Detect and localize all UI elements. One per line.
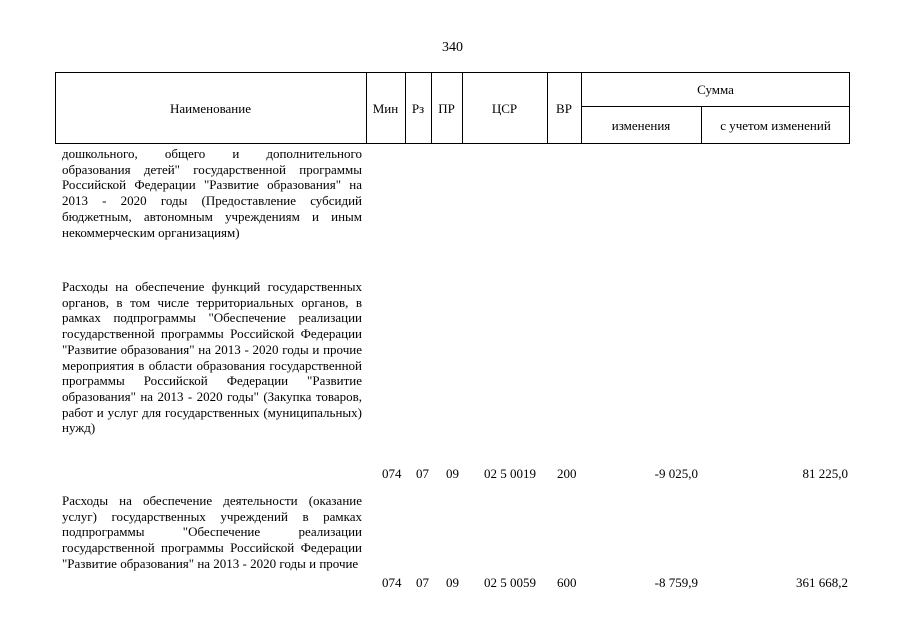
header-change: изменения xyxy=(611,117,671,133)
table-row xyxy=(62,493,362,572)
row-change: -9 025,0 xyxy=(654,466,698,481)
row-name: дошкольного, общего и дополнительного образования детей" государственной программы Российской Федерации "Развитие образования" на 2013 - 2020 годы (Предоставление субсидий бюджетным, автономным учреждениям и иным некоммерческим организациям) xyxy=(62,146,362,240)
row-vr: 600 xyxy=(557,575,577,590)
row-min: 074 xyxy=(382,575,402,590)
header-summa: Сумма xyxy=(697,81,734,97)
header-min: Мин xyxy=(372,100,399,116)
header-with-changes: с учетом изменений xyxy=(720,117,831,133)
row-with-changes: 361 668,2 xyxy=(796,575,848,590)
row-rz: 07 xyxy=(416,575,429,590)
row-change: -8 759,9 xyxy=(654,575,698,590)
row-min: 074 xyxy=(382,466,402,481)
row-vr: 200 xyxy=(557,466,577,481)
page-number: 340 xyxy=(442,40,463,55)
header-name: Наименование xyxy=(170,100,251,116)
header-csr: ЦСР xyxy=(491,100,518,116)
table-header xyxy=(55,72,850,144)
row-csr: 02 5 0019 xyxy=(484,466,536,481)
row-with-changes: 81 225,0 xyxy=(802,466,848,481)
row-pr: 09 xyxy=(446,575,459,590)
header-pr: ПР xyxy=(438,100,455,116)
header-rz: Рз xyxy=(411,100,425,116)
row-name: Расходы на обеспечение функций государственных органов, в том числе территориальных органов, в рамках подпрограммы "Обеспечение реализации государственной программы Российской Федерации "Развитие образования" на 2013 - 2020 годы и прочие мероприятия в области образования государственной программы Российской Федерации "Развитие образования" на 2013 - 2020 годы" (Закупка товаров, работ и услуг для государственных (муниципальных) нужд) xyxy=(62,279,362,436)
table-row xyxy=(62,146,362,240)
row-csr: 02 5 0059 xyxy=(484,575,536,590)
row-pr: 09 xyxy=(446,466,459,481)
table-row xyxy=(62,279,362,436)
row-name: Расходы на обеспечение деятельности (оказание услуг) государственных учреждений в рамках подпрограммы "Обеспечение реализации государственной программы Российской Федерации "Развитие образования" на 2013 - 2020 годы и прочие xyxy=(62,493,362,571)
row-rz: 07 xyxy=(416,466,429,481)
header-vr: ВР xyxy=(556,100,572,116)
